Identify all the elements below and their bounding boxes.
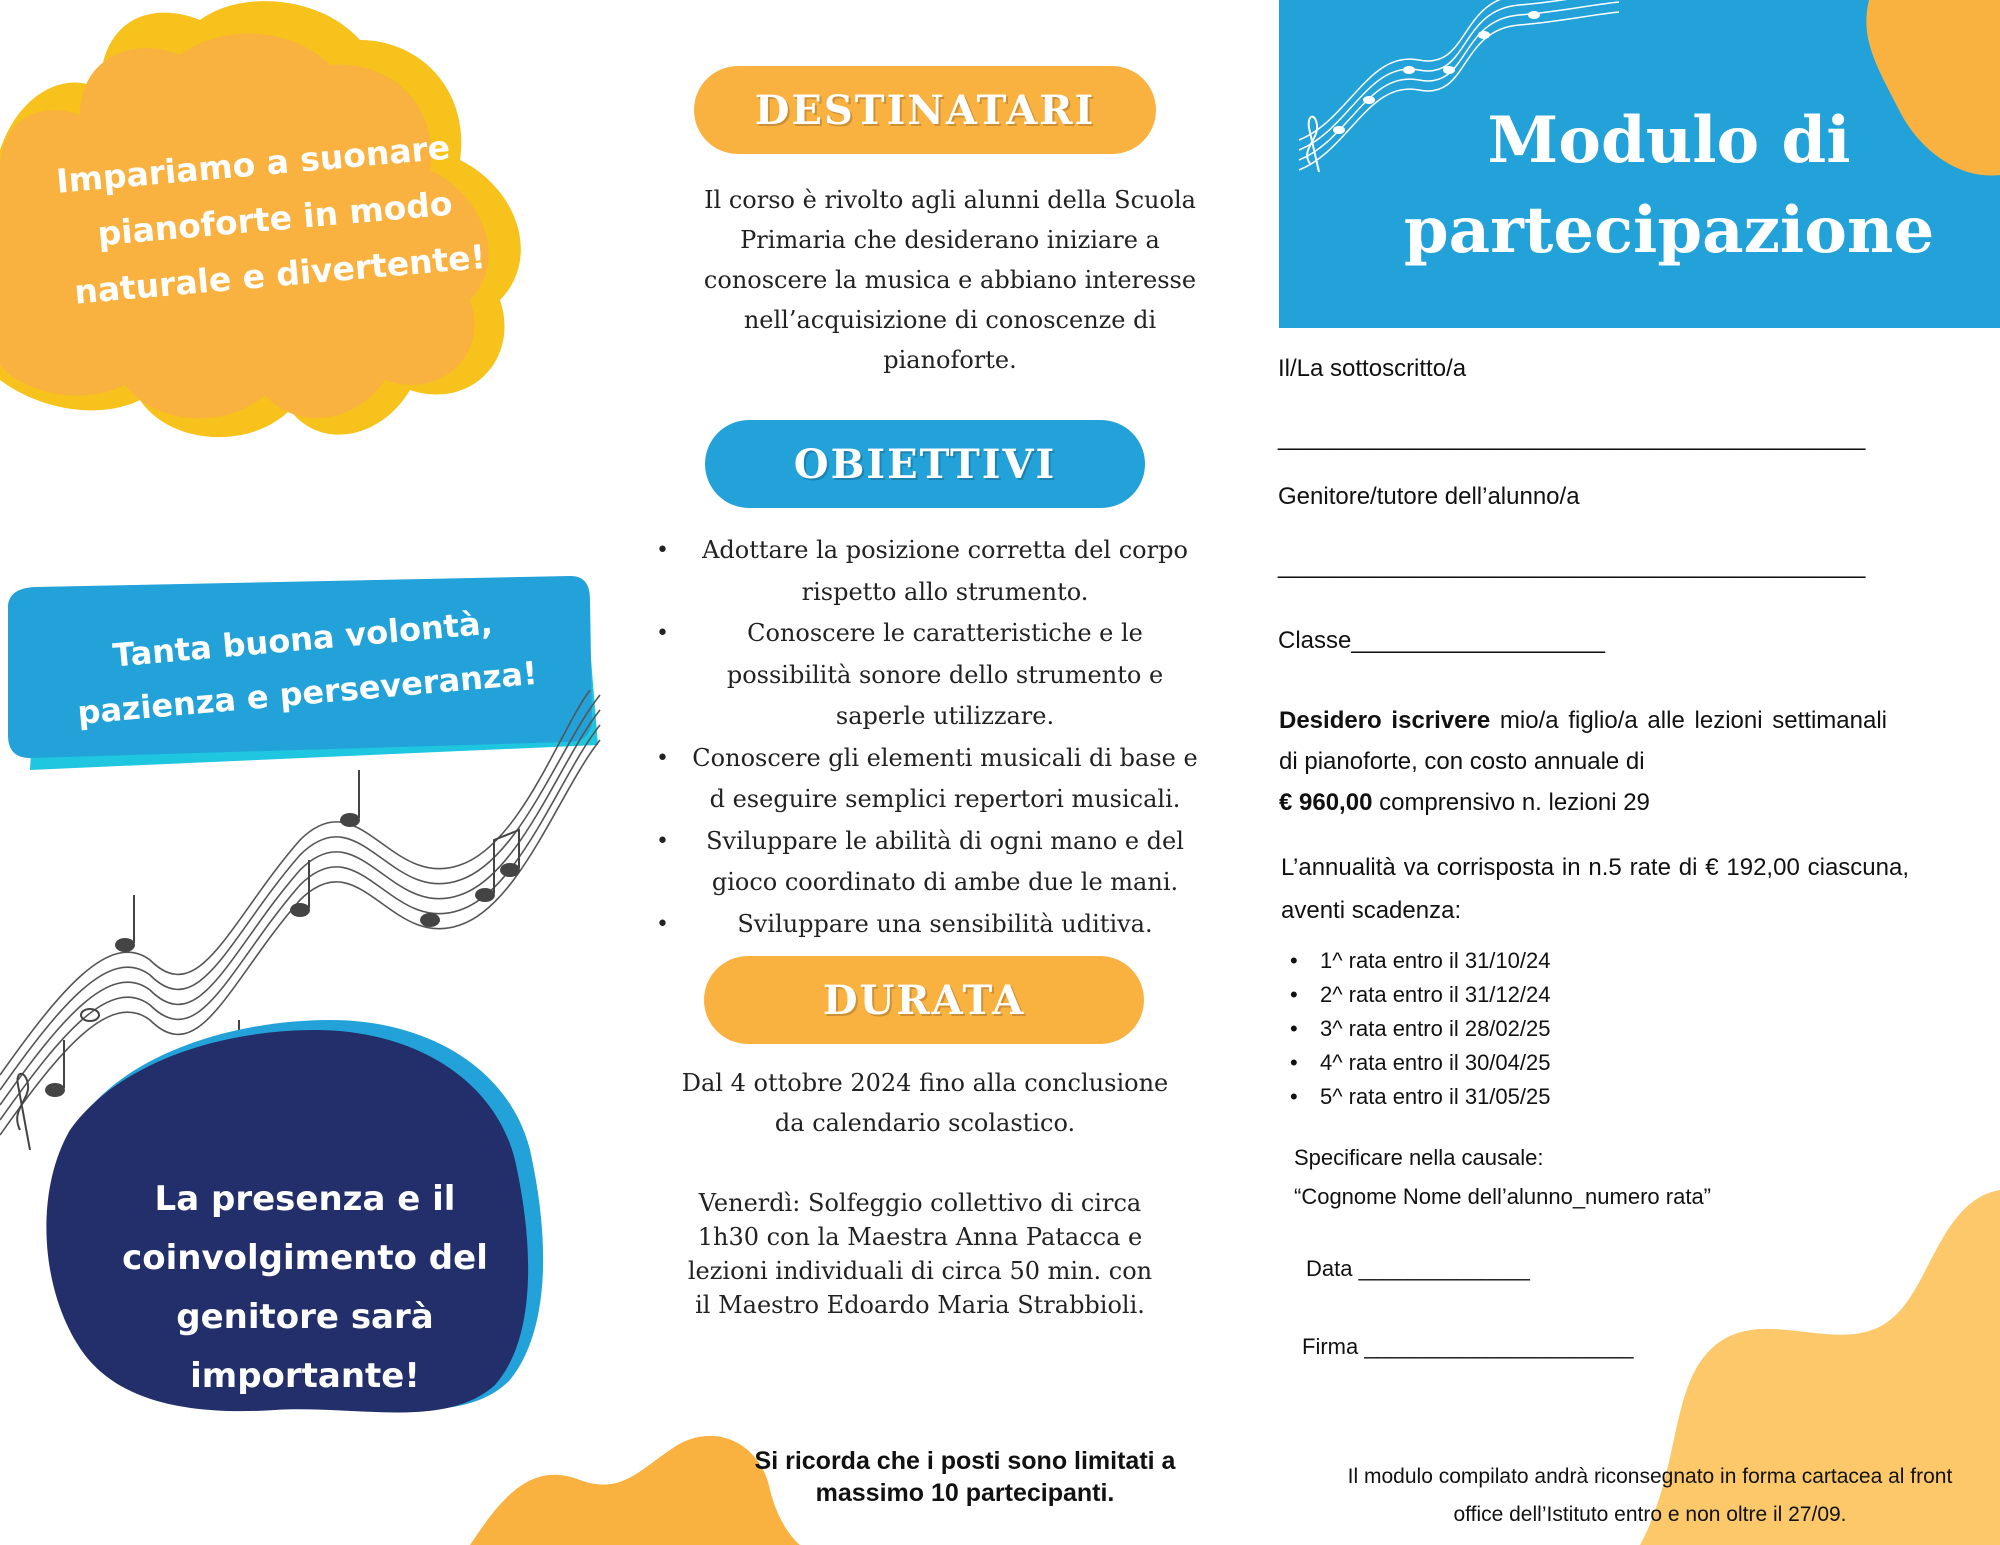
iscrivere-rest: mio/a figlio/a alle lezioni settimanali di pianoforte, con costo annuale di: [1279, 707, 1888, 775]
obiettivi-title: OBIETTIVI: [705, 420, 1145, 508]
obiettivo-item: • Conoscere le caratteristiche e le possibilità sonore dello strumento e saperle utilizzare.: [690, 613, 1200, 738]
obiettivo-item: • Conoscere gli elementi musicali di base e d eseguire semplici repertori musicali.: [690, 738, 1200, 821]
data-field[interactable]: Data ______________: [1306, 1256, 1530, 1281]
durata-title: DURATA: [704, 956, 1144, 1044]
bubble-piano-text: Impariamo a suonare il pianoforte in modo naturale e divertente!: [54, 124, 488, 312]
obiettivo-item: • Sviluppare le abilità di ogni mano e del gioco coordinato di ambe due le mani.: [690, 821, 1200, 904]
obiettivi-list: [690, 530, 1200, 945]
genitore-label: Genitore/tutore dell’alunno/a: [1278, 483, 1580, 510]
bubble-volonta-text: Tanta buona volontà, pazienza e perseveranza!: [75, 603, 539, 732]
rata-item: • 5^ rata entro il 31/05/25: [1282, 1080, 1550, 1114]
durata-text: Dal 4 ottobre 2024 fino alla conclusione da calendario scolastico.: [681, 1069, 1169, 1137]
destinatari-text: Il corso è rivolto agli alunni della Scuola Primaria che desiderano iniziare a conoscere la musica e abbiano interesse nell’acquisizione di conoscenze di pianoforte.: [703, 186, 1197, 374]
venerdi-text: Venerdì: Solfeggio collettivo di circa 1h30 con la Maestra Anna Patacca e lezioni individuali di circa 50 min. con il Maestro Edoardo Maria Strabbioli.: [687, 1189, 1153, 1319]
bubble-genitore-text: La presenza e il coinvolgimento del genitore sarà importante!: [122, 1179, 488, 1396]
destinatari-title: DESTINATARI: [694, 66, 1156, 154]
annualita-text: L’annualità va corrisposta in n.5 rate di € 192,00 ciascuna, aventi scadenza:: [1281, 854, 1909, 924]
genitore-field[interactable]: ____________________________________________: [1278, 552, 1866, 579]
rata-item: • 4^ rata entro il 30/04/25: [1282, 1046, 1550, 1080]
classe-field[interactable]: Classe___________________: [1278, 627, 1605, 654]
sottoscritto-label: Il/La sottoscritto/a: [1278, 355, 1467, 382]
costo-rest: comprensivo n. lezioni 29: [1372, 789, 1650, 816]
footer-text: Il modulo compilato andrà riconsegnato in forma cartacea al front office dell’Istituto entro e non oltre il 27/09.: [1347, 1465, 1953, 1526]
causale-value: “Cognome Nome dell’alunno_numero rata”: [1294, 1184, 1712, 1209]
firma-field[interactable]: Firma ______________________: [1302, 1334, 1634, 1359]
rata-item: • 3^ rata entro il 28/02/25: [1282, 1012, 1550, 1046]
title-line2: partecipazione: [1403, 193, 1935, 268]
causale-label: Specificare nella causale:: [1294, 1145, 1544, 1170]
posti-text: Si ricorda che i posti sono limitati a massimo 10 partecipanti.: [754, 1447, 1176, 1507]
title-header-box: [1279, 0, 2000, 328]
sottoscritto-field[interactable]: ____________________________________________: [1278, 424, 1866, 451]
obiettivo-item: • Adottare la posizione corretta del corpo rispetto allo strumento.: [690, 530, 1200, 613]
title-line1: Modulo di: [1487, 103, 1851, 178]
rata-item: • 2^ rata entro il 31/12/24: [1282, 978, 1550, 1012]
obiettivo-item: • Sviluppare una sensibilità uditiva.: [690, 904, 1200, 946]
rata-item: • 1^ rata entro il 31/10/24: [1282, 944, 1550, 978]
costo-bold: € 960,00: [1279, 789, 1373, 816]
iscrivere-bold: Desidero iscrivere: [1279, 707, 1491, 734]
iscrivere-paragraph: [1279, 700, 1887, 823]
rate-list: [1282, 944, 1550, 1114]
